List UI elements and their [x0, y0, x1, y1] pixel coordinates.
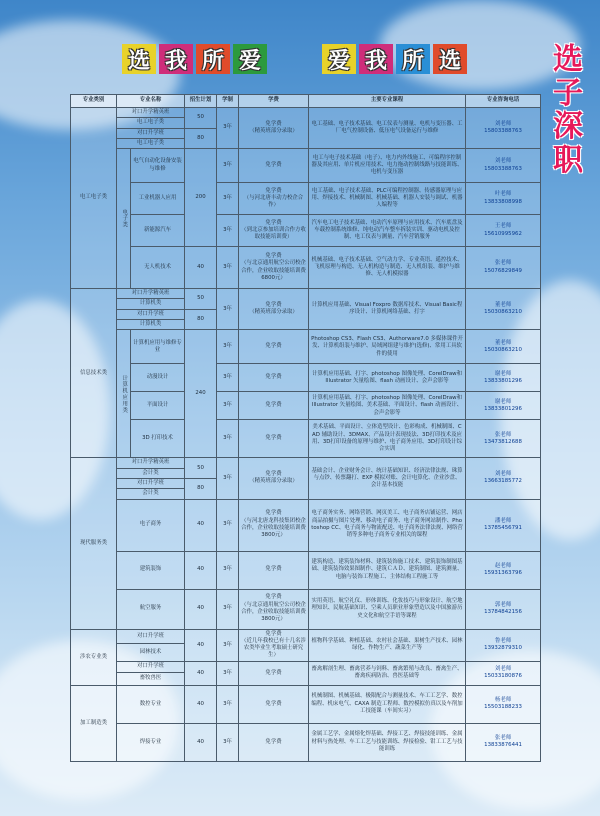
years-cell: 3年: [217, 499, 239, 551]
header-fee: 学费: [239, 95, 309, 108]
banner-right: [322, 44, 467, 74]
fee-cell: 免学费 （与河北唐丰动力校企合作）: [239, 183, 309, 215]
course-cell: 实用英语、航空礼仪、形体训练、化妆技巧与形象设计、航空地理知识、民航基础知识、空乘人员职业形象塑造以及中国旅游历史文化和航空手语等课程: [309, 589, 466, 629]
fee-cell: 免学费: [239, 551, 309, 589]
years-cell: 3年: [217, 289, 239, 330]
course-cell: 植物科学基础、种植基础、农村社会基础、果树生产技术、园林绿化、作物生产、蔬菜生产等: [309, 629, 466, 661]
years-cell: 3年: [217, 247, 239, 289]
table-row: [71, 183, 541, 215]
course-cell: 建筑构造、建筑装饰材料、建筑装饰施工技术、建筑装饰制图基础、建筑装饰效果图制作、建筑ＣＡＤ、建筑制图、建筑测量、电脑与装饰工程施工、主体结构工程施工等: [309, 551, 466, 589]
years-cell: 3年: [217, 420, 239, 458]
vertical-title-char: 职: [553, 142, 583, 178]
program-name: 焊接专业: [117, 723, 185, 761]
fee-cell: 免学费: [239, 420, 309, 458]
table-row: [71, 364, 541, 392]
phone-cell: 鲁老师 13932879310: [466, 629, 541, 661]
table-row: [71, 247, 541, 289]
category-cell: 加工制造类: [71, 685, 117, 761]
course-cell: 电工基础、电子技术基础、PLC可编程控制器、传感器原理与应用、焊接技术、机械制图、机械基础、机器人安装与调试、机器人编程等: [309, 183, 466, 215]
fee-cell: 免学费 （到北京参加培训合作方收取技能培训费）: [239, 215, 309, 247]
phone-cell: 刘老师 13663185772: [466, 458, 541, 499]
phone-cell: 刘老师 15033180876: [466, 661, 541, 685]
program-name: 计算机类: [117, 299, 185, 309]
fee-cell: 免学费: [239, 723, 309, 761]
phone-cell: 谢老师 13833801296: [466, 392, 541, 420]
years-cell: 3年: [217, 364, 239, 392]
header-category: 专业类别: [71, 95, 117, 108]
plan-cell: 40: [185, 685, 217, 723]
program-name: 会计类: [117, 489, 185, 499]
phone-cell: 董老师 15030863210: [466, 330, 541, 364]
course-cell: 电子商务实务、网络营销、网页美工、电子商务店铺运营、网店商品拍摄与图片处理、移动电子商务、电子商务网站制作、Photoshop CC、电子商务与物流配送、电子商务法律法规、网络营销等多种电子商务专业相关的课程: [309, 499, 466, 551]
banner-tile: 所: [196, 44, 230, 74]
program-name: 电工电子类: [117, 118, 185, 128]
banner-tile: 我: [159, 44, 193, 74]
table-row: [71, 420, 541, 458]
fee-cell: 免学费: [239, 685, 309, 723]
plan-cell: 40: [185, 723, 217, 761]
years-cell: 3年: [217, 108, 239, 149]
program-name: 对口升学精英班: [117, 289, 185, 299]
vertical-title-char: 子: [553, 75, 583, 111]
program-name: 无人机技术: [131, 247, 185, 289]
plan-cell: 50: [185, 108, 217, 129]
program-name: 畜牧兽医: [117, 672, 185, 685]
course-cell: 机械制图、机械基础、极限配合与测量技术、车工工艺学、数控编程、机床电气、CAXA 制造工程师、数控模拟仿真以及车削加工技能课（车间实习）: [309, 685, 466, 723]
fee-cell: 免学费: [239, 392, 309, 420]
phone-cell: 谢老师 13833801296: [466, 364, 541, 392]
table-row: [71, 458, 541, 468]
banner-tile: 爱: [322, 44, 356, 74]
table-row: [71, 685, 541, 723]
fee-cell: 免学费 （与河北唐龙科技集团校企合作，企业收取技能培训费3800元）: [239, 499, 309, 551]
category-cell: 涉农专业类: [71, 629, 117, 685]
years-cell: 3年: [217, 330, 239, 364]
phone-cell: 赵老师 15931363796: [466, 551, 541, 589]
plan-cell: 40: [185, 247, 217, 289]
plan-cell: 40: [185, 589, 217, 629]
banner-tile: 选: [122, 44, 156, 74]
phone-cell: 潘老师 13785456791: [466, 499, 541, 551]
phone-cell: 刘老师 15803388763: [466, 108, 541, 149]
fee-cell: 免学费: [239, 330, 309, 364]
program-name: 建筑装饰: [117, 551, 185, 589]
subcategory-cell: 电子类: [117, 149, 131, 289]
fee-cell: 免学费 （精英班部分录取）: [239, 458, 309, 499]
plan-cell: 40: [185, 499, 217, 551]
table-row: [71, 723, 541, 761]
years-cell: 3年: [217, 629, 239, 661]
program-name: 电子商务: [117, 499, 185, 551]
program-name: 动漫设计: [131, 364, 185, 392]
years-cell: 3年: [217, 183, 239, 215]
plan-cell: 200: [185, 149, 217, 247]
program-name: 数控专业: [117, 685, 185, 723]
plan-cell: 40: [185, 551, 217, 589]
program-name: 对口升学班: [117, 478, 185, 488]
course-cell: 畜禽解剖生理、畜禽营养与饲料、畜禽繁殖与改良、畜禽生产、畜禽疾病防治、兽医基础等: [309, 661, 466, 685]
vertical-title-char: 选: [553, 42, 583, 77]
program-table: [70, 94, 541, 762]
course-cell: 计算机应用基础、打字、photoshop 图像处理、CorelDraw和 Illustrator 矢量绘图、美术基础、平面设计、flash 动画设计、会声会影等: [309, 392, 466, 420]
fee-cell: 免学费 （近几年我校已有十几名涉农类毕业生考取硕士研究生）: [239, 629, 309, 661]
plan-cell: 50: [185, 289, 217, 310]
program-name: 对口升学精英班: [117, 458, 185, 468]
table-row: [71, 149, 541, 183]
table-row: [71, 330, 541, 364]
plan-cell: 80: [185, 478, 217, 499]
table-row: [71, 589, 541, 629]
table-header-row: [71, 95, 541, 108]
category-cell: 现代服务类: [71, 458, 117, 629]
header-program: 专业名称: [117, 95, 185, 108]
fee-cell: 免学费 （与北京通用航空公司校企合作，企业收取技能培训费6800元）: [239, 247, 309, 289]
years-cell: 3年: [217, 392, 239, 420]
table-row: [71, 499, 541, 551]
years-cell: 3年: [217, 551, 239, 589]
fee-cell: 免学费 （精英班部分录取）: [239, 289, 309, 330]
program-name: 对口升学精英班: [117, 108, 185, 118]
program-name: 对口升学班: [117, 661, 185, 672]
table-row: [71, 629, 541, 644]
fee-cell: 免学费 （精英班部分录取）: [239, 108, 309, 149]
program-name: 对口升学班: [117, 128, 185, 138]
program-name: 航空服务: [117, 589, 185, 629]
course-cell: Photoshop CS3、Flash CS3、Authorware7.0 多媒体课件开发、计算机组装与维护、局域网组建与维护(选修)、常用工具软件的使用: [309, 330, 466, 364]
program-name: 新能源汽车: [131, 215, 185, 247]
phone-cell: 杨老师 15503188233: [466, 685, 541, 723]
course-cell: 电工与电子技术基础（电子）、电力内外线施工、可编程序控制器及其应用、单片机应用技术、电力拖动控制线路与技能训练、电机与变压器: [309, 149, 466, 183]
course-cell: 美术基础、平面设计、立体造型设计、色彩构成、机械制图、CAD 辅助设计、3DMAX、产品设计表现技法、3D打印技术及应用、3D打印设备的原理与维护、电子商务应用、3D打印设计综合实训: [309, 420, 466, 458]
course-cell: 基础会计、企业财务会计、统计基础知识、经济法律法规、珠算与点钞、传票翻打、EXP 模拟对账、会计电算化、企业沙盘、会计基本技能: [309, 458, 466, 499]
years-cell: 3年: [217, 149, 239, 183]
program-name: 计算机类: [117, 320, 185, 330]
banner-tile: 所: [396, 44, 430, 74]
banner-tile: 选: [433, 44, 467, 74]
header-courses: 主要专业课程: [309, 95, 466, 108]
header-plan: 招生计划: [185, 95, 217, 108]
phone-cell: 张老师 15076829849: [466, 247, 541, 289]
vertical-title: [544, 44, 592, 176]
course-cell: 计算机应用基础、Visual Foxpro 数据库技术、Visual Basic程序设计、计算机网络基础、打字: [309, 289, 466, 330]
program-name: 园林技术: [117, 644, 185, 661]
plan-cell: 80: [185, 128, 217, 149]
plan-cell: 240: [185, 330, 217, 458]
program-name: 电工电子类: [117, 138, 185, 148]
phone-cell: 张老师 13833876441: [466, 723, 541, 761]
table-row: [71, 289, 541, 299]
vertical-title-char: 深: [553, 109, 583, 144]
header-phone: 专业咨询电话: [466, 95, 541, 108]
course-cell: 汽车电工电子技术基础、电动汽车原理与应用技术、汽车底盘及车载控制系统维修、纯电动汽车整车拆装实训、驱动电机及控制、电工仪表与测量、汽车营销服务: [309, 215, 466, 247]
category-cell: 电工电子类: [71, 108, 117, 289]
years-cell: 3年: [217, 661, 239, 685]
course-cell: 电工基础、电子技术基础、电工仪表与测量、电机与变压器、工厂电气控制设备、低压电气设备运行与维修: [309, 108, 466, 149]
years-cell: 3年: [217, 723, 239, 761]
program-name: 对口升学班: [117, 309, 185, 319]
plan-cell: 50: [185, 458, 217, 479]
program-name: 计算机应用与维修专业: [131, 330, 185, 364]
phone-cell: 张老师 13473812688: [466, 420, 541, 458]
fee-cell: 免学费 （与北京通用航空公司校企合作，企业收取技能培训费3800元）: [239, 589, 309, 629]
banner-tile: 我: [359, 44, 393, 74]
course-cell: 金属工艺学、金属熔化焊基础、焊接工艺、焊接技能训练、金属材料与热处理、车工工艺与技能训练、焊接检验、钳工工艺与技能训练: [309, 723, 466, 761]
header-years: 学制: [217, 95, 239, 108]
program-name: 3D 打印技术: [131, 420, 185, 458]
banner-left: [122, 44, 267, 74]
phone-cell: 叶老师 13833808998: [466, 183, 541, 215]
fee-cell: 免学费: [239, 149, 309, 183]
table-row: [71, 392, 541, 420]
fee-cell: 免学费: [239, 364, 309, 392]
program-name: 工业机器人应用: [131, 183, 185, 215]
program-name: 会计类: [117, 468, 185, 478]
plan-cell: 80: [185, 309, 217, 330]
subcategory-cell: 计算机应用类: [117, 330, 131, 458]
banner-tile: 爱: [233, 44, 267, 74]
plan-cell: 40: [185, 629, 217, 661]
years-cell: 3年: [217, 458, 239, 499]
phone-cell: 刘老师 15803388763: [466, 149, 541, 183]
phone-cell: 郭老师 13784842156: [466, 589, 541, 629]
years-cell: 3年: [217, 589, 239, 629]
years-cell: 3年: [217, 685, 239, 723]
years-cell: 3年: [217, 215, 239, 247]
phone-cell: 王老师 15610995962: [466, 215, 541, 247]
program-name: 电气自动化设备安装与维修: [131, 149, 185, 183]
table-row: [71, 661, 541, 672]
fee-cell: 免学费: [239, 661, 309, 685]
plan-cell: 40: [185, 661, 217, 685]
program-name: 对口升学班: [117, 629, 185, 644]
program-name: 平面设计: [131, 392, 185, 420]
category-cell: 信息技术类: [71, 289, 117, 458]
course-cell: 计算机应用基础、打字、photoshop 图像处理、CorelDraw和 Illustrator 矢量绘图、flash 动画设计、会声会影等: [309, 364, 466, 392]
course-cell: 机械基础、电子技术基础、空气动力学、专业英语、遥控技术、飞机原理与构造、无人机构造与制造、无人机组装、维护与维修、无人机模拟器: [309, 247, 466, 289]
phone-cell: 董老师 15030863210: [466, 289, 541, 330]
table-row: [71, 215, 541, 247]
table-row: [71, 108, 541, 118]
table-row: [71, 551, 541, 589]
